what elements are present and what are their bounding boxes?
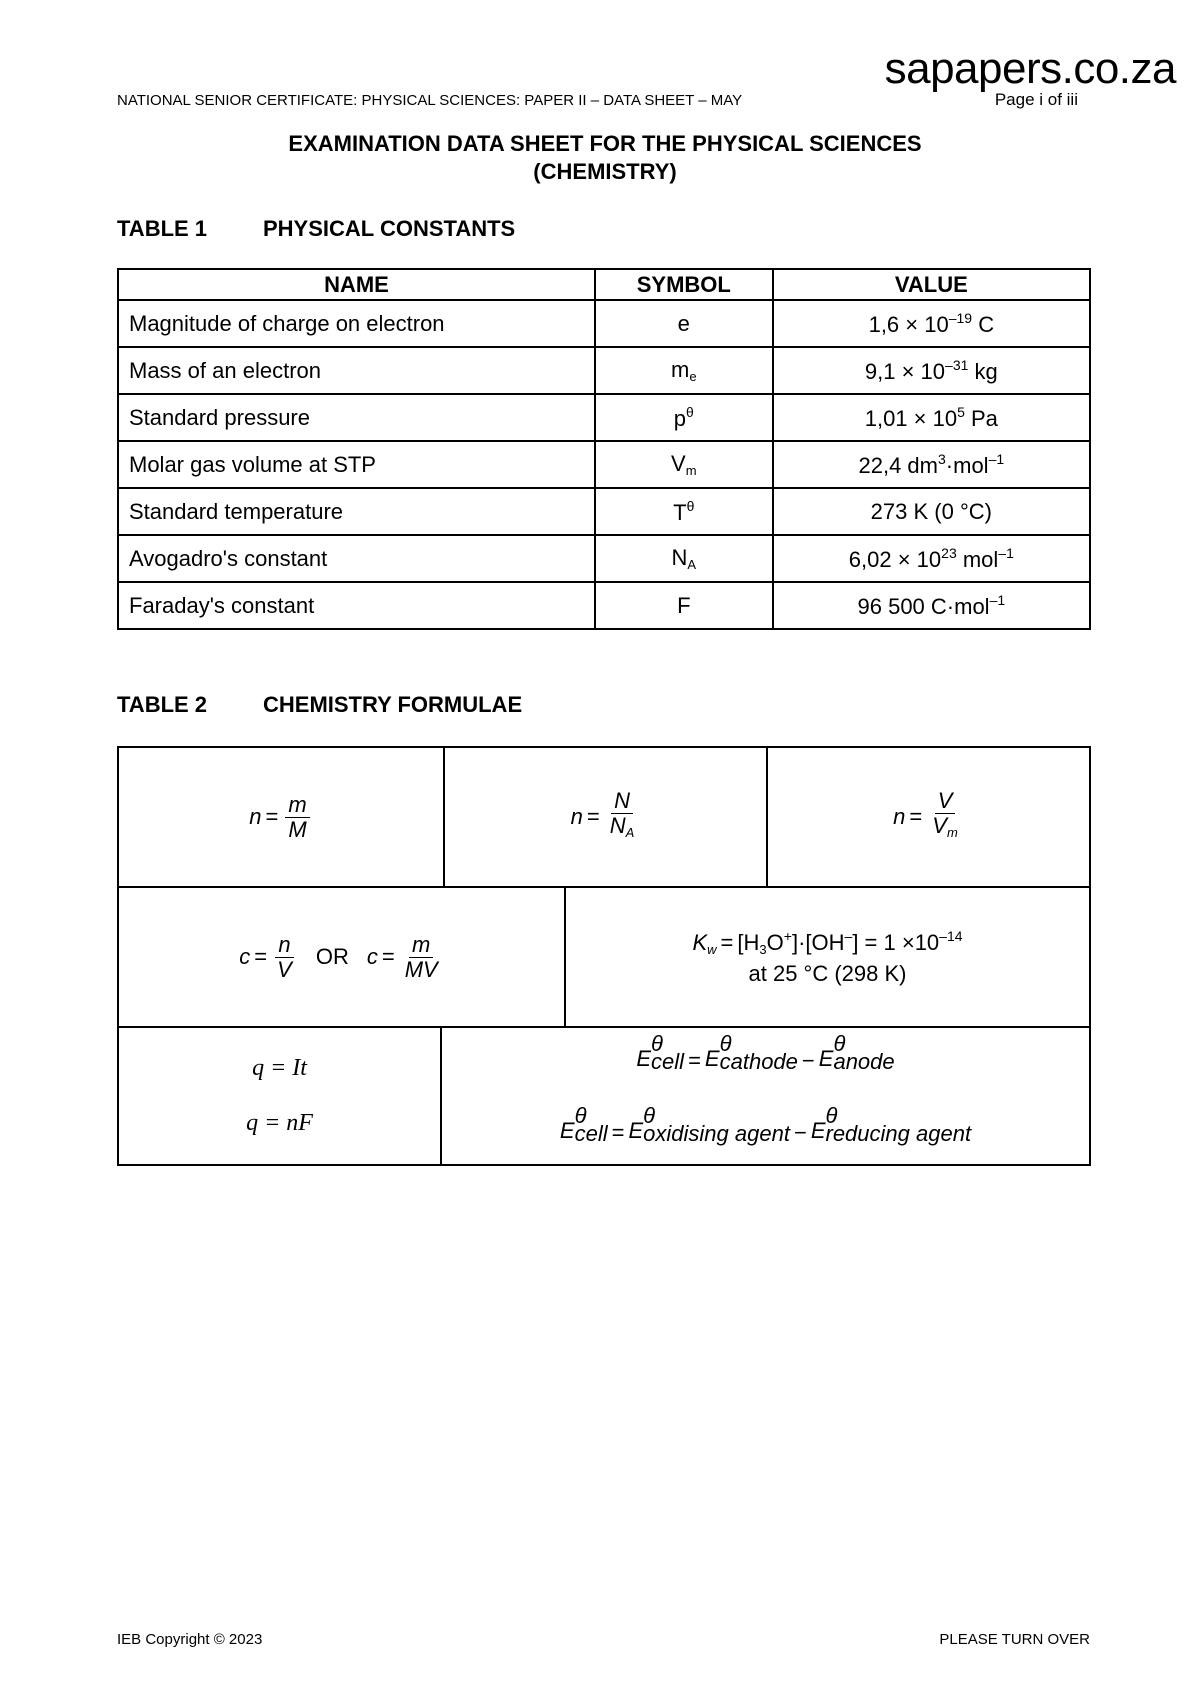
value-main: 1,6 × 10 xyxy=(868,311,949,337)
kw-part: O xyxy=(766,929,784,955)
subscript-cell: cell xyxy=(574,1121,608,1146)
formula-q-It: q = It xyxy=(252,1055,307,1081)
e-symbol: E xyxy=(810,1118,826,1143)
value-unit-exponent: –1 xyxy=(988,450,1005,467)
constant-value xyxy=(773,488,1090,535)
constant-value xyxy=(773,535,1090,582)
value-main: 273 K (0 °C) xyxy=(870,498,992,524)
value-unit: kg xyxy=(968,358,998,384)
formula-q-nF: q = nF xyxy=(246,1110,313,1136)
value-unit: Pa xyxy=(964,405,998,431)
denominator-symbol: N xyxy=(609,813,626,838)
kw-charge: + xyxy=(783,927,792,944)
subscript-oxidising-agent: oxidising agent xyxy=(643,1121,790,1146)
title-line-1: EXAMINATION DATA SHEET FOR THE PHYSICAL SCIENCES xyxy=(288,131,922,156)
value-main: 6,02 × 10 xyxy=(848,546,942,572)
symbol-main: T xyxy=(673,499,687,525)
e-symbol: E xyxy=(628,1118,644,1143)
symbol-main: p xyxy=(673,405,687,431)
fraction-numerator: V xyxy=(935,789,956,814)
table-row xyxy=(118,300,1090,347)
kw-subscript: w xyxy=(707,941,717,957)
value-exponent: –31 xyxy=(945,356,969,373)
value-unit: C xyxy=(972,311,995,337)
e-symbol: E xyxy=(636,1046,652,1071)
constant-symbol xyxy=(595,535,773,582)
constant-symbol xyxy=(595,394,773,441)
value-main: 9,1 × 10 xyxy=(864,358,946,384)
symbol-main: N xyxy=(671,545,688,570)
value-exponent: –19 xyxy=(948,309,973,326)
kw-symbol: K xyxy=(692,929,708,955)
constant-symbol xyxy=(595,347,773,394)
value-exponent: 23 xyxy=(941,544,957,561)
constant-name: Standard pressure xyxy=(118,394,595,441)
theta-symbol: θ xyxy=(574,1103,587,1128)
value-unit: mol xyxy=(956,546,999,572)
page-title xyxy=(0,130,1200,186)
symbol-subscript: m xyxy=(685,463,697,478)
value-exponent: –1 xyxy=(989,591,1006,608)
column-header-name: NAME xyxy=(118,269,595,300)
formula-n-m-over-M: n = $\frac{m}{M}$ xyxy=(119,748,443,886)
constant-name: Standard temperature xyxy=(118,488,595,535)
column-header-value: VALUE xyxy=(773,269,1090,300)
constant-value xyxy=(773,441,1090,488)
theta-symbol: θ xyxy=(651,1031,663,1056)
fraction-denominator: M xyxy=(288,816,307,842)
kw-expression: $K_w = [H_3O^+]\cdot[OH^-] = 1 \times 10^{-14}$ xyxy=(692,927,963,957)
table1-heading xyxy=(117,216,515,242)
fraction-denominator: MV xyxy=(404,956,438,982)
formula-n-V-over-Vm: n = $\frac{V}{V_m}$ xyxy=(768,748,1089,886)
subscript-anode: anode xyxy=(833,1049,895,1074)
kw-exponent: –14 xyxy=(939,927,963,944)
formula-lhs: n xyxy=(570,804,583,829)
constant-value xyxy=(773,582,1090,629)
formula-kw xyxy=(566,888,1089,1026)
please-turn-over: PLEASE TURN OVER xyxy=(939,1631,1090,1648)
theta-symbol: θ xyxy=(825,1103,838,1128)
e-symbol: E xyxy=(559,1118,575,1143)
constants-table xyxy=(117,268,1091,630)
constant-value xyxy=(773,394,1090,441)
table-row xyxy=(118,582,1090,629)
theta-symbol: θ xyxy=(643,1103,656,1128)
fraction-numerator: m xyxy=(409,933,433,958)
e-symbol: E xyxy=(818,1046,834,1071)
fraction-numerator: N xyxy=(611,789,633,814)
fraction-numerator: n xyxy=(275,933,293,958)
kw-part: ]·[OH xyxy=(791,929,845,955)
constant-symbol xyxy=(595,441,773,488)
fraction-numerator: m xyxy=(285,793,309,818)
constant-symbol xyxy=(595,488,773,535)
formulae-table xyxy=(117,746,1091,1166)
formula-lhs: n xyxy=(893,804,906,829)
constant-name: Avogadro's constant xyxy=(118,535,595,582)
kw-part: ] = 1 ×10 xyxy=(852,929,940,955)
formula-emf xyxy=(442,1028,1089,1164)
kw-condition: at 25 °C (298 K) xyxy=(748,960,907,986)
value-main: 96 500 C·mol xyxy=(857,593,990,619)
denominator-subscript: A xyxy=(625,825,635,840)
subscript-reducing-agent: reducing agent xyxy=(825,1121,972,1146)
subscript-cell: cell xyxy=(651,1049,685,1074)
symbol-main: V xyxy=(671,451,686,476)
value-exponent: 3 xyxy=(938,450,946,467)
formula-lhs: c xyxy=(366,944,378,969)
table1-title: PHYSICAL CONSTANTS xyxy=(263,216,516,241)
symbol-subscript: A xyxy=(687,557,697,572)
constant-name: Molar gas volume at STP xyxy=(118,441,595,488)
constant-name: Mass of an electron xyxy=(118,347,595,394)
table2-number: TABLE 2 xyxy=(117,692,208,717)
symbol-subscript: e xyxy=(689,369,697,384)
value-main: 22,4 dm xyxy=(858,452,938,478)
value-main: 1,01 × 10 xyxy=(864,405,958,431)
fraction-denominator xyxy=(607,814,638,845)
symbol-main: F xyxy=(677,592,691,618)
symbol-superscript: θ xyxy=(686,403,694,420)
table-row xyxy=(118,535,1090,582)
table2-heading xyxy=(117,692,522,718)
or-label: OR xyxy=(315,944,349,969)
value-exponent: 5 xyxy=(957,403,965,420)
formula-lhs: n xyxy=(249,804,262,829)
symbol-main: e xyxy=(677,310,690,336)
symbol-superscript: θ xyxy=(686,497,695,514)
formula-lhs: c xyxy=(239,944,251,969)
emf-cathode-anode: E θ cell = E θ cathode − E θ anode xyxy=(636,1031,895,1074)
table-header-row xyxy=(118,269,1090,300)
theta-symbol: θ xyxy=(833,1031,846,1056)
formula-charge xyxy=(119,1028,440,1164)
symbol-main: m xyxy=(671,357,690,382)
subscript-cathode: cathode xyxy=(719,1049,798,1074)
constant-symbol xyxy=(595,300,773,347)
emf-oxidising-reducing: E θ cell = E θ oxidising agent − E θ reducing agent xyxy=(559,1103,972,1146)
kw-part: [H xyxy=(737,929,760,955)
denominator-subscript: m xyxy=(946,825,958,840)
copyright: IEB Copyright © 2023 xyxy=(117,1631,263,1648)
table1-number: TABLE 1 xyxy=(117,216,208,241)
table-row xyxy=(118,394,1090,441)
kw-charge: – xyxy=(844,927,853,944)
constant-symbol xyxy=(595,582,773,629)
theta-symbol: θ xyxy=(719,1031,732,1056)
value-unit: ·mol xyxy=(945,452,989,478)
watermark: sapapers.co.za xyxy=(884,44,1176,93)
header-left: NATIONAL SENIOR CERTIFICATE: PHYSICAL SCIENCES: PAPER II – DATA SHEET – MAY xyxy=(117,92,743,109)
formula-n-N-over-NA: n = $\frac{N}{N_A}$ xyxy=(445,748,766,886)
fraction-denominator xyxy=(929,814,961,845)
table-row xyxy=(118,347,1090,394)
page-number: Page i of iii xyxy=(994,90,1078,109)
title-line-2: (CHEMISTRY) xyxy=(533,159,677,184)
column-header-symbol: SYMBOL xyxy=(595,269,773,300)
value-unit-exponent: –1 xyxy=(998,544,1014,561)
denominator-symbol: V xyxy=(932,813,947,838)
table-row xyxy=(118,441,1090,488)
kw-subscript: 3 xyxy=(759,941,767,957)
fraction-denominator: V xyxy=(277,956,292,982)
e-symbol: E xyxy=(704,1046,720,1071)
table-row xyxy=(118,488,1090,535)
constant-name: Faraday's constant xyxy=(118,582,595,629)
table2-title: CHEMISTRY FORMULAE xyxy=(263,692,523,717)
constant-name: Magnitude of charge on electron xyxy=(118,300,595,347)
constant-value xyxy=(773,300,1090,347)
formula-concentration: c = $\frac{n}{V}$ OR c = $\frac{m}{MV}$ xyxy=(119,888,564,1026)
constant-value xyxy=(773,347,1090,394)
